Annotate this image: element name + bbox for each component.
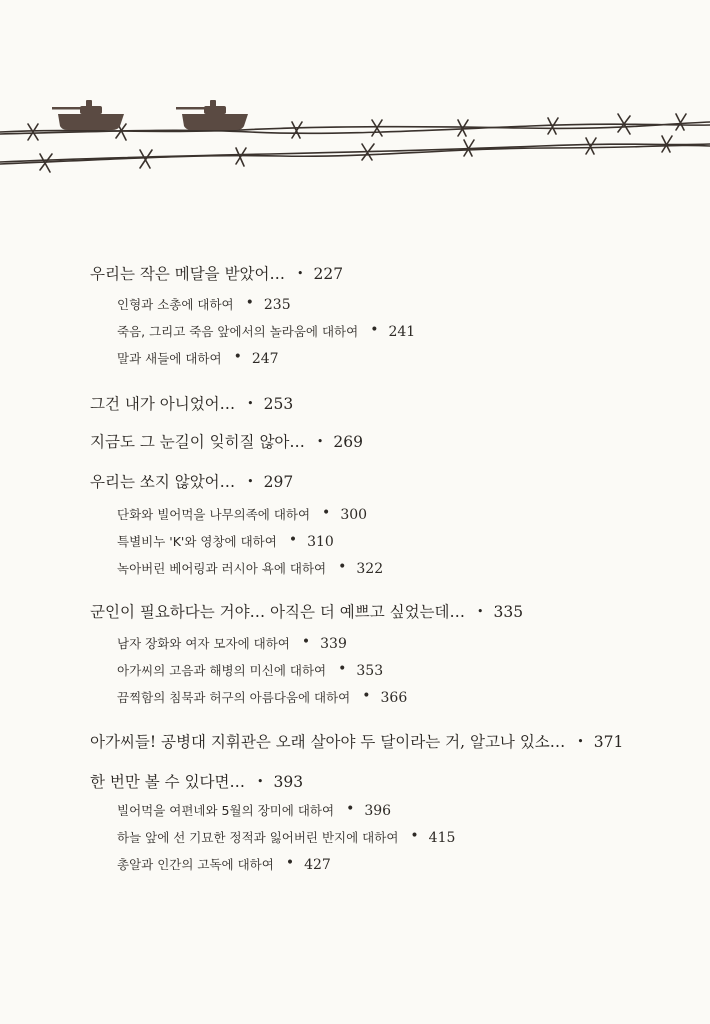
bullet: • (410, 828, 419, 844)
toc-entry (90, 770, 303, 792)
bullet: • (370, 322, 379, 338)
bullet: • (301, 634, 311, 650)
toc-entry-title: 인형과 소총에 대하여 (117, 297, 234, 312)
toc-entry (117, 505, 367, 523)
toc-entry-title: 한 번만 볼 수 있다면… (90, 773, 245, 791)
toc-entry (117, 532, 334, 550)
bullet: • (285, 855, 295, 871)
toc-entry-title: 남자 장화와 여자 모자에 대하여 (117, 636, 290, 651)
bullet: • (346, 801, 355, 817)
toc-entry (90, 430, 363, 452)
toc-entry-page: 415 (428, 830, 456, 846)
toc-entry-page: 353 (356, 663, 384, 679)
toc-entry-page: 366 (380, 690, 408, 706)
toc-entry-title: 군인이 필요하다는 거야… 아직은 더 예쁘고 싶었는데… (90, 603, 465, 621)
toc-entry-title: 말과 새들에 대하여 (117, 351, 222, 366)
toc-entry-title: 그건 내가 아니었어… (90, 395, 236, 413)
bullet: • (362, 688, 371, 704)
toc-entry-title: 지금도 그 눈길이 잊히질 않아… (90, 433, 305, 451)
toc-entry-page: 247 (251, 351, 279, 367)
toc-entry-page: 322 (356, 561, 384, 577)
toc-entry (117, 322, 415, 340)
bullet: • (288, 532, 298, 548)
toc-entry (117, 688, 407, 706)
toc-entry-page: 227 (313, 265, 344, 283)
toc-entry-page: 339 (320, 636, 347, 652)
toc-entry-page: 310 (307, 534, 334, 550)
toc-entry-page: 253 (263, 395, 294, 413)
bullet: • (316, 435, 324, 448)
toc-entry-title: 단화와 빌어먹을 나무의족에 대하여 (117, 507, 311, 522)
toc-entry (90, 470, 293, 492)
toc-entry-title: 하늘 앞에 선 기묘한 정적과 잃어버린 반지에 대하여 (117, 830, 399, 845)
bullet: • (245, 295, 254, 311)
bullet: • (297, 267, 304, 280)
toc-entry (90, 392, 293, 414)
toc-entry (117, 634, 347, 652)
toc-entry-page: 235 (263, 297, 291, 313)
toc-entry-page: 396 (364, 803, 392, 819)
toc-entry-page: 393 (273, 773, 304, 791)
toc-entry-title: 아가씨의 고음과 해병의 미신에 대하여 (117, 663, 327, 678)
toc-entry-page: 371 (593, 733, 624, 751)
toc-entry-page: 335 (493, 603, 524, 621)
toc-entry-title: 우리는 쏘지 않았어… (90, 473, 236, 491)
toc-entry-page: 297 (263, 473, 294, 491)
toc-entry (90, 600, 523, 622)
toc-entry-title: 끔찍함의 침묵과 허구의 아름다움에 대하여 (117, 690, 351, 705)
toc-entry-title: 총알과 인간의 고독에 대하여 (117, 857, 274, 872)
toc-entry-page: 241 (388, 324, 416, 340)
toc-entry-title: 아가씨들! 공병대 지휘관은 오래 살아야 두 달이라는 거, 알고나 있소… (90, 733, 566, 751)
toc-entry (117, 801, 391, 819)
toc-entry-title: 녹아버린 베어링과 러시아 욕에 대하여 (117, 561, 327, 576)
toc-entry (117, 295, 291, 313)
toc-entry (90, 262, 343, 284)
bullet: • (233, 349, 242, 365)
toc-entry (90, 730, 623, 752)
toc-entry-title: 빌어먹을 여편네와 5월의 장미에 대하여 (117, 803, 335, 818)
toc-entry (117, 349, 279, 367)
bullet: • (257, 775, 264, 788)
toc-entry-page: 300 (340, 507, 368, 523)
bullet: • (477, 605, 484, 618)
toc-entry-title: 죽음, 그리고 죽음 앞에서의 놀라움에 대하여 (117, 324, 359, 339)
bullet: • (247, 475, 254, 488)
toc-entry (117, 855, 331, 873)
toc-entry-page: 427 (304, 857, 331, 873)
toc-entry (117, 828, 455, 846)
toc-entry (117, 661, 383, 679)
toc-entry-title: 특별비누 'K'와 영창에 대하여 (117, 534, 277, 549)
bullet: • (338, 661, 347, 677)
toc-entry-title: 우리는 작은 메달을 받았어… (90, 265, 285, 283)
toc-entry-page: 269 (333, 433, 363, 451)
bullet: • (338, 559, 347, 575)
bullet: • (247, 397, 254, 410)
toc-entry (117, 559, 383, 577)
bullet: • (322, 505, 331, 521)
bullet: • (577, 735, 584, 748)
